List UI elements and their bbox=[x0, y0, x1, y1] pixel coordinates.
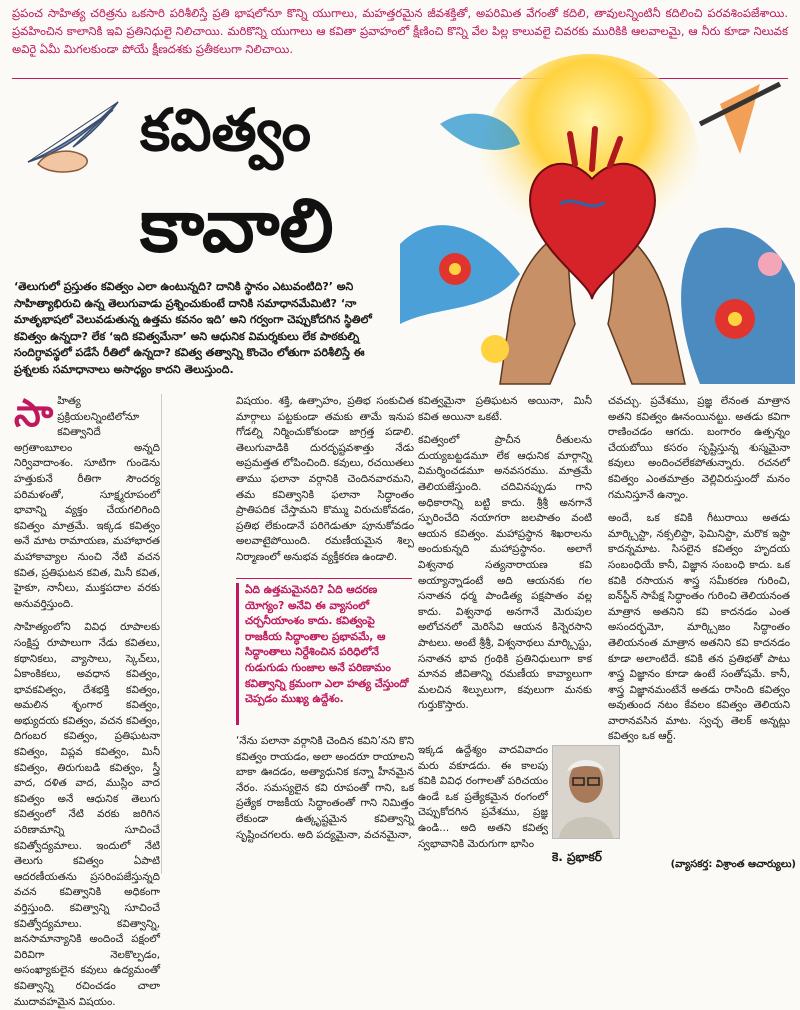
column-3-para-2: కవిత్వంలో ప్రాచీన రీతులను దుయ్యబట్టడమూ లేక ఆధునిక మార్గాన్ని విమర్శించడమూ అనవసరము. మాత్రమే తెలియజేస్తుంది. చదివినప్పుడు గాని అధికారాన్ని బట్టి కాదు. శ్రీశ్రీ అనగానే స్ఫురించేది నయాగరా జలపాతం వంటి ఆయన కవిత్వం. మహాప్రస్థాన శిఖరాలను అందుకున్నది మహాప్రస్థానం. అలాగే విశ్వనాథ సత్యనారాయణ కవి అయ్యాన్నాడంటే అది ఆయనకు గల సనాతన ధర్మ పాండిత్య పక్షపాతం వల్ల కాదు. విశ్వనాథ అనగానే మెరుపుల అలోచనలో మెరిసేవి ఆయన కిన్నెరసాని పాటలు. అంటే శ్రీశ్రీ, విశ్వనాథలు మార్క్సిస్టు, సనాతన భావ గ్రంథికి ప్రతినిధులుగా కాక మానవ జీవితాన్ని రమణీయ కావ్యాలుగా మలచిన శిల్పులుగా, కవులుగా మనకు గుర్తుకొస్తారు. bbox=[418, 434, 592, 712]
pull-quote-rule bbox=[236, 578, 412, 579]
quill-hand-icon bbox=[18, 92, 128, 172]
column-1 bbox=[14, 391, 160, 1008]
column-2-para-2: ‘నేను పలానా వర్గానికి చెందిన కవిని’నని కొని కవిత్వం రాయడం, అలా అందరూ రాయాలని బాకా ఊదడం, అత్యాధునిక కన్నా హీనమైన నేరం. సమస్యలైన కవి రూపంతో గాని, ఒక ప్రత్యేక రాజకీయ సిద్ధాంతంతో గాని నిమిత్తం లేకుండా ఉత్కృష్టమైన కవిత్వాన్ని సృష్టించగలరు. అది పద్యమైనా, వచనమైనా, bbox=[236, 735, 414, 841]
column-2-para: విషయం. శక్తి, ఉత్సాహం, ప్రతిభ సంకుచిత మార్గాలు పట్టకుండా తమకు తామే ఇనుప గోడల్ని నిర్మించుకోకుండా జాగ్రత్త పడాలి. తెలుగువాడికి దురదృష్టవశాత్తు నేడు అప్రమత్తత లోపించింది. కవులు, రచయితలు తాము ఫలానా వర్గానికి చెందినవారమని, తమ కవిత్వానికి ఫలానా సిద్ధాంతం ప్రాతిపదిక చేస్తామని కొమ్ము విరుచుకోవడం, ప్రతిభ లేకుండానే పరిగెడుతూ పూనుకోవడం అలవాటైపోయింది. రమణీయమైన శిల్ప నిర్మాణంలో అనుభవ వ్యక్తీకరణ ఉండాలి. bbox=[236, 395, 414, 563]
column-1-para-1: హిత్య ప్రక్రియలన్నింటిలోనూ కవిత్వానిదే అగ్రతాంబూలం అన్నది నిర్వివాదాంశం. సూటిగా గుండెను హత్తుకునే రీతిగా సౌందర్య పరిమళంతో, సూక్ష్మరూపంలో భావాన్ని వ్యక్తం చేయగలిగింది కవిత్వం మాత్రమే. ఇక్కడ కవిత్వం అనే మాట రామాయణ, మహాభారత మహాకావ్యాల నుంచి నేటి వచన కవిత, ప్రతిఘటన కవిత, మినీ కవిత, హైకూ, నానీలు, ముక్తపదాల వరకు అనువర్తిస్తుంది. bbox=[14, 395, 160, 610]
author-name: కె. ప్రభాకర్ bbox=[552, 850, 602, 864]
column-divider bbox=[161, 394, 162, 874]
author-credit: (వ్యాసకర్త: విశ్రాంత ఆచార్యులు) bbox=[670, 859, 796, 870]
column-3 bbox=[418, 394, 592, 734]
column-4-para-1: చవచ్చు. ప్రవేశము, ప్రజ్ఞ లేనంత మాత్రాన అతని కవిత్వం ఊనంయినట్టు. అతడు కవిగా రాణించడం ఆగదు. బంగారం ఉత్పన్నం చేయబోయి కసరం సృష్టిస్తున్న శుస్మమైనా కవులు అందించలేకపోతున్నారు. రచనలో కవిత్వం ఎంతమాత్రం వెల్లివిరుస్తుందో మనం గమనిస్తూనే ఉన్నాం. bbox=[608, 395, 790, 501]
column-1-para-2: సాహిత్యంలోని వివిధ రూపాలకు సంక్షిప్త రూపాలుగా నేడు కవితలు, కథానికలు, వ్యాసాలు, స్కెచ్‌లు, ఏకాంకికలు, అవధాన కవిత్వం, భావకవిత్వం, దేశభక్తి కవిత్వం, అమలిన శృంగార కవిత్వం, అభ్యుదయ కవిత్వం, వచన కవిత్వం, దిగంబర కవిత్వం, ప్రతిఘటనా కవిత్వం, విప్లవ కవిత్వం, మినీ కవిత్వం, తిరుగుబడి కవిత్వం, స్త్రీ వాద, దళిత వాద, ముస్లిం వాద కవిత్వం అనే ఆధునిక తెలుగు కవిత్వంలో నేటి వరకు జరిగిన పరిణామాన్ని సూచించే కవిత్వోద్యమాలు. ఇందులో నేటి తెలుగు కవిత్వం ఏపాటి ఆదరణీయతను ప్రసరింపజేస్తున్నది వచన కవిత్వానికి అధికంగా వర్తిస్తుంది. కవిత్వాన్ని సూచించే కవిత్వోద్యమాలు. కవిత్వాన్ని, జనసామాన్యానికి అందించే పక్షంలో విరివిగా నెలకొల్పడం, అసంఖ్యాకులైన కవులు ఉద్యమంతో కవిత్వాన్ని రచించడం చాలా ముదావహమైన విషయం. bbox=[14, 621, 160, 1008]
column-4 bbox=[608, 394, 790, 864]
heart-in-hands-illustration bbox=[400, 84, 795, 384]
headline-line-2: కావాలి bbox=[140, 183, 334, 269]
headline-line-1: కవిత్వం bbox=[140, 96, 312, 164]
pull-quote: ఏది ఉత్తమమైనది? ఏది ఆదరణ యోగ్యం? అనేవి ఈ వ్యాసంలో చర్చనీయాంశం కాదు. కవిత్వంపై రాజకీయ సిద్ధాంతాల ప్రభావమే, ఆ సిద్ధాంతాలు నిర్దేశించిన పరిధిలోనే గుడుగుడు గుంజాల అనే పరిణామం కవిత్వాన్ని క్రమంగా ఎలా హత్య చేస్తుందో చెప్పడం ముఖ్య ఉద్దేశం. bbox=[236, 583, 415, 725]
header-rule bbox=[12, 78, 788, 79]
drop-cap: సా bbox=[14, 391, 54, 435]
lead-paragraph: ప్రపంచ సాహిత్య చరిత్రను ఒకసారి పరిశీలిస్తే ప్రతి భాషలోనూ కొన్ని యుగాలు, మహత్తరమైన జీవశక్తితో, అపరిమిత వేగంతో కదిలి, తావులన్నింటినీ కదిలించి పరవశింపజేశాయి. ప్రవహించిన కాలానికి ఇవి ప్రతినిధులై నిలిచాయి. మరికొన్ని యుగాలు ఆ కవితా ప్రవాహంలో క్షీణించి కొన్ని వేల పిల్ల కాలువలై చివరకు మురికికి ఆలవాలమై, ఆ నీరు కూడా నిలువక అవిరై ఏమీ మిగలకుండా పోయే క్షీణదశకు ప్రతీకలుగా నిలిచాయి. bbox=[12, 6, 788, 56]
intro-paragraph: ‘తెలుగులో ప్రస్తుతం కవిత్వం ఎలా ఉంటున్నది? దానికి స్థానం ఎటువంటిది?’ అని సాహిత్యాభిరుచి ఉన్న తెలుగువాడు ప్రశ్నించుకుంటే దానికి సమాధానమేమిటి? ‘నా మాతృభాషలో వెలువడుతున్న ఉత్తమ కవనం ఇది’ అని గర్వంగా చెప్పుకోదగిన స్థితిలో కవిత్వం ఉన్నదా? లేక ‘ఇది కవిత్వమేనా’ అని ఆధునిక విమర్శకులు లేక పాఠకుల్ని సందిగ్ధావస్థలో పడేసే రీతిలో ఉన్నదా? కవిత్వ తత్వాన్ని కొంచెం లోతుగా పరిశీలిస్తే ఈ ప్రశ్నలకు సమాధానాలు అసాధ్యం కాదని తెలుస్తుంది. bbox=[14, 280, 372, 376]
column-3-para-3: ఇక్కడ ఉద్దేశ్యం వాదవివాదం మరు వకూడదు. ఈ కాలపు కవికి వివిధ రంగాలతో పరిచయం ఉండే ఒక ప్రత్యేకమైన రంగంలో చెప్పుకోదగిన ప్రవేశము, ప్రజ్ఞ ఉండి... అది అతని కవిత్వ స్వభావానికి మెరుగుగా భాసిం bbox=[418, 744, 548, 850]
column-3-continued bbox=[418, 743, 548, 873]
column-4-para-2: అందే, ఒక కవికి గీటురాయి అతడు మార్క్సిస్టా, నక్సలిస్టా, ఫెమినిస్టా, మరొక ఇస్టా కాదన్నమాట. సిసలైన కవిత్వం హృదయ సంబంధియే కానీ, విజ్ఞాన సంబంధి కాదు. ఒక కవికి రసాయన శాస్త్ర సమీకరణ గురించి, ఐన్‌స్టీన్ సాపేక్ష సిద్ధాంతం గురించి తెలియనంత మాత్రాన అతనిని కవి కాదనడం ఎంత అసందర్భమో, మార్క్సిజం సిద్ధాంతం తెలియనంత మాత్రాన అతనిని కవి కాదనడం కూడా అలాంటిదే. కవికి తన ప్రతిభతో పాటు శాస్త్ర విజ్ఞానం కూడా ఉంటే సంతోషమే. కానీ, శాస్త్ర విజ్ఞానమంటేనే అతడు రాసింది కవిత్వం అవుతుంద నటం కేవలం కవిత్వం తెలియని వారానవసిన మాట. స్వచ్ఛ తెలక్ అన్నట్లు కవిత్వం ఒక ఆర్ట్. bbox=[608, 512, 790, 743]
column-2-continued bbox=[236, 734, 414, 874]
column-2 bbox=[236, 394, 414, 574]
column-3-para-1: కవిత్వమైనా ప్రతిఘటన అయినా, మినీ కవిత అయినా ఒకటే. bbox=[418, 395, 592, 423]
